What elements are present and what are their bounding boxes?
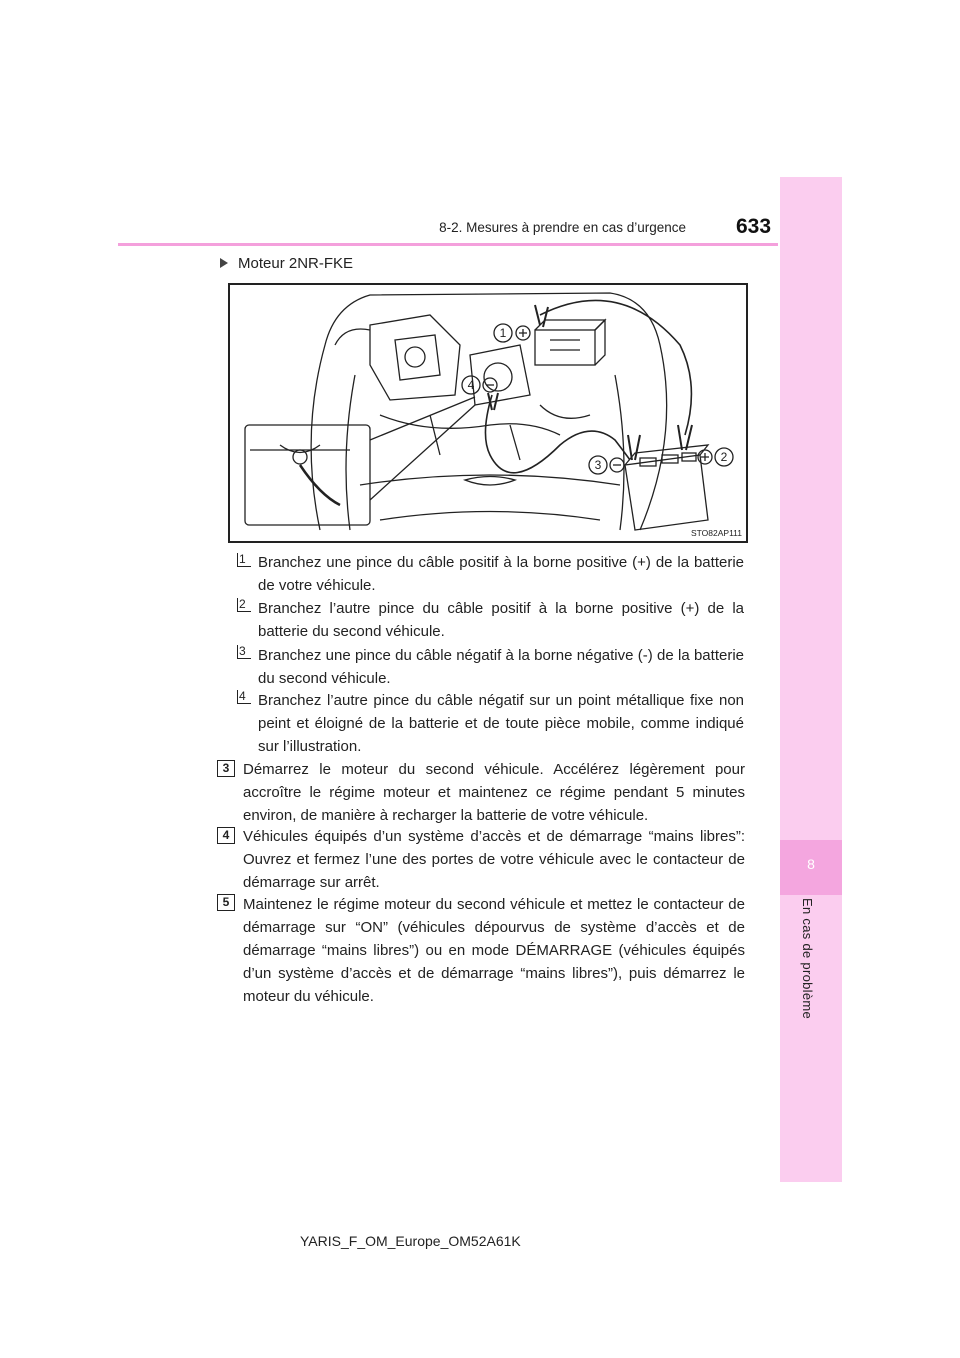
figure-id: STO82AP111 [690,528,742,538]
step-text: Démarrez le moteur du second véhicule. Accélérez légèrement pour accroître le régime moteur et maintenez ce régime pendant 5 minutes environ, de manière à recharger la batterie de votre véhicule. [243,761,745,824]
substep-text: Branchez l’autre pince du câble positif à la borne positive (+) de la batterie du second véhicule. [258,600,744,640]
substep-number: 4 [237,690,251,704]
step-text: Maintenez le régime moteur du second véhicule et mettez le contacteur de démarrage sur “ON” (véhicules dépourvus de système d’accès et de démarrage “mains libres”) ou en mode DÉMARRAGE (véhicules équipés d’un système d’accès et de démarrage “mains libres”), puis démarrez le moteur du véhicule. [243,896,745,1005]
subheading-text: Moteur 2NR-FKE [238,255,354,272]
substep-number: 2 [237,598,251,612]
chapter-number: 8 [807,856,815,872]
jump-start-illustration [228,283,748,543]
callout-4: 4 [467,378,475,392]
step-number-box: 4 [217,827,235,844]
section-title: 8-2. Mesures à prendre en cas d’urgence [439,220,686,235]
substep-text: Branchez une pince du câble positif à la borne positive (+) de la batterie de votre véhicule. [258,554,744,594]
step-number-box: 3 [217,760,235,777]
substep-number: 3 [237,645,251,659]
step-number-box: 5 [217,894,235,911]
document-footer-code: YARIS_F_OM_Europe_OM52A61K [300,1233,521,1249]
substep-text: Branchez l’autre pince du câble négatif sur un point métallique fixe non peint et éloigné de la batterie et de toute pièce mobile, comme indiqué sur l’illustration. [258,692,744,755]
callout-3: 3 [594,458,602,472]
header-divider [118,243,778,246]
substep-number: 1 [237,553,251,567]
chapter-title: En cas de problème [800,898,815,1020]
triangle-bullet-icon [220,258,228,268]
page-number: 633 [736,215,772,238]
subheading [220,255,353,272]
step-text: Véhicules équipés d’un système d’accès et de démarrage “mains libres”: Ouvrez et fermez l’une des portes de votre véhicule avec le contacteur de démarrage sur arrêt. [243,828,745,891]
callout-1: 1 [499,326,507,340]
substep-text: Branchez une pince du câble négatif à la borne négative (-) de la batterie du second véhicule. [258,647,744,687]
callout-2: 2 [720,450,728,464]
engine-bay-drawing [230,285,746,541]
